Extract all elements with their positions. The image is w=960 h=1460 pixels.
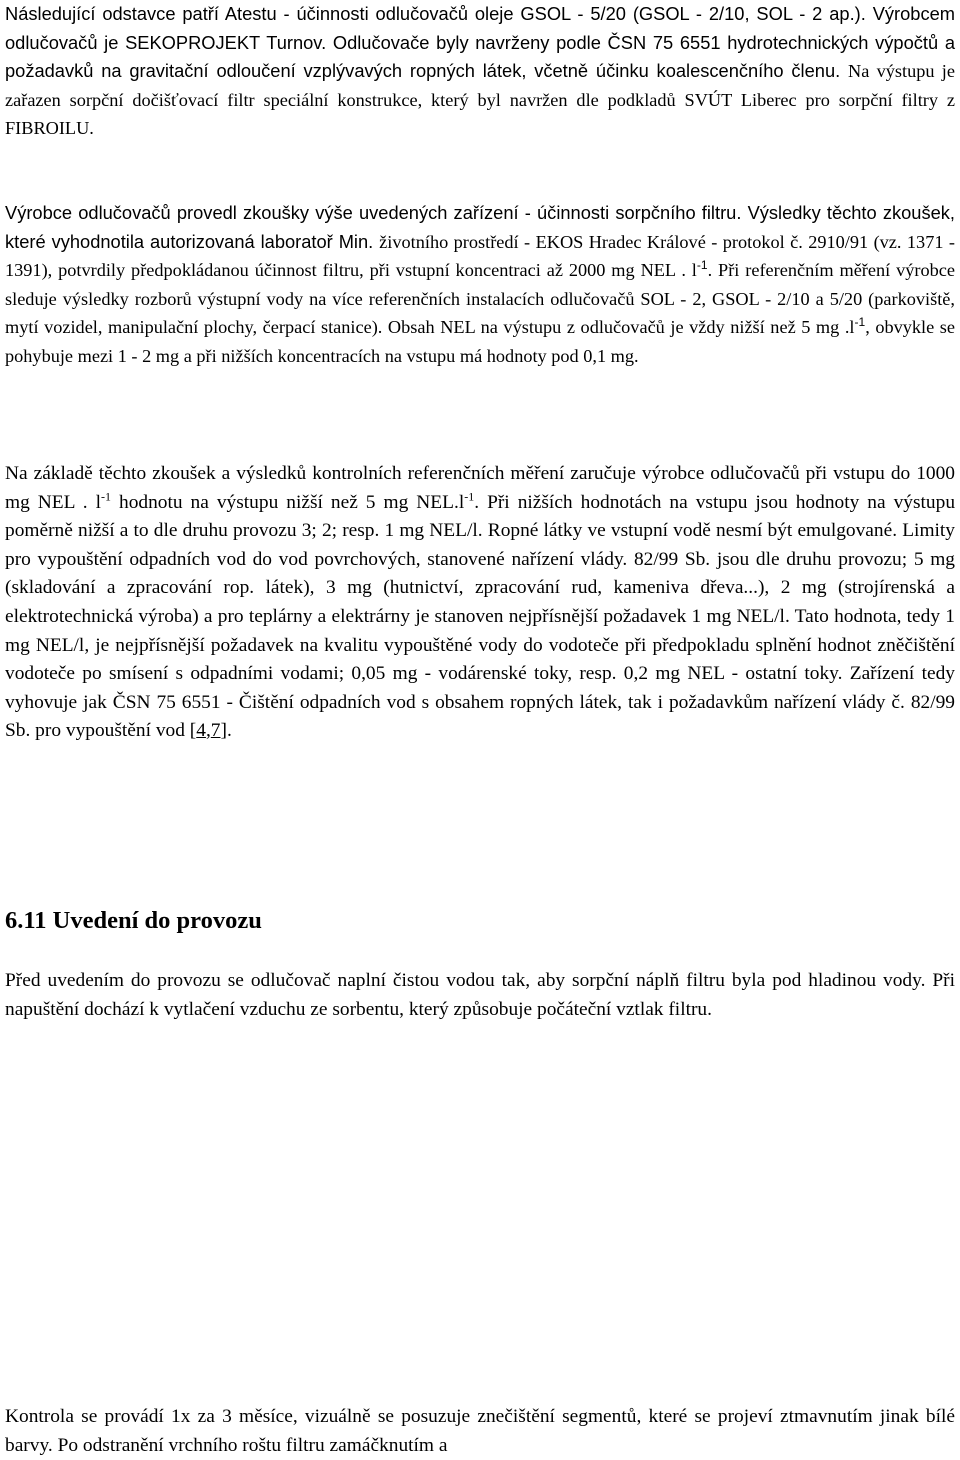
paragraph-text: Na výstupu je zařazen sorpční dočišťovací filtr speciální konstrukce, který byl navržen dle podkladů SVÚT Liberec pro sorpční filtry z FIBROILU. — [5, 61, 956, 139]
superscript: -1 — [854, 315, 866, 330]
paragraph-atest-intro — [5, 0, 955, 143]
reference-link-7[interactable]: 7 — [210, 720, 221, 742]
reference-separator: , — [205, 720, 211, 742]
paragraph-guarantee — [5, 460, 955, 746]
superscript: -1 — [101, 489, 111, 504]
paragraph-text: Následující odstavce patří Atestu - účinnosti odlučovačů oleje GSOL - 5/20 (GSOL - 2/10, SOL - 2 ap.). Výrobcem odlučovačů je SEKOPROJEKT Turnov. Odlučovače byly navrženy podle ČSN 75 6551 hydrotechnických výpočtů a požadavků na gravitační odloučení vzplývavých ropných látek, včetně účinku koalescenčního členu. — [5, 3, 955, 82]
paragraph-text: . Při referenčním měření výrobce sleduje výsledky rozborů výstupní vody na více referenčních instalacích odlučovačů SOL - 2, GSOL - 2/10 a 5/20 (parkoviště, mytí vozidel, manipulační plochy, čerpací stanice). Obsah NEL na výstupu z odlučovačů je vždy nižší než 5 mg .l — [5, 260, 956, 338]
paragraph-text: životního prostředí - EKOS Hradec Králové - protokol č. 2910/91 (vz. 1371 - 1391), potvrdily předpokládanou účinnost filtru, při vstupní koncentraci až 2000 mg NEL . l — [5, 231, 955, 281]
paragraph-text: Výrobce odlučovačů provedl zkoušky výše uvedených zařízení - účinnosti sorpčního filtru. Výsledky těchto zkoušek, které vyhodnotila autorizovaná laboratoř Min. — [5, 202, 955, 252]
paragraph-inspection: Kontrola se provádí 1x za 3 měsíce, vizuálně se posuzuje znečištění segmentů, které se projeví ztmavnutím jinak bílé barvy. Po odstranění vrchního roštu filtru zamáčknutím a — [5, 1406, 955, 1456]
paragraph-tests — [5, 199, 955, 371]
reference-bracket: [ — [189, 720, 197, 742]
superscript: -1 — [696, 258, 708, 273]
paragraph-text: , obvykle se pohybuje mezi 1 - 2 mg a při nižších koncentracích na vstupu má hodnoty pod 0,1 mg. — [5, 317, 955, 366]
reference-link-4[interactable]: 4 — [196, 720, 206, 742]
section-heading: 6.11 Uvedení do provozu — [5, 907, 262, 934]
superscript: -1 — [464, 489, 475, 504]
paragraph-commissioning: Před uvedením do provozu se odlučovač naplní čistou vodou tak, aby sorpční náplň filtru byla pod hladinou vody. Při napuštění dochází k vytlačení vzduchu ze sorbentu, který způsobuje počáteční vztlak filtru. — [5, 970, 955, 1020]
paragraph-text: Na základě těchto zkoušek a výsledků kontrolních referenčních měření zaručuje výrobce odlučovačů při vstupu do 1000 mg NEL . l — [5, 463, 955, 513]
paragraph-text: hodnotu na výstupu nižší než 5 mg NEL.l — [111, 491, 465, 513]
reference-bracket: ]. — [220, 720, 232, 742]
paragraph-text: . Při nižších hodnotách na vstupu jsou hodnoty na výstupu poměrně nižší a to dle druhu provozu 3; 2; resp. 1 mg NEL/l. Ropné látky ve vstupní vodě nesmí být emulgované. Limity pro vypouštění odpadních vod do vod povrchových, stanovené nařízení vlády. 82/99 Sb. jsou dle druhu provozu; 5 mg (skladování a zpracování rop. látek), 3 mg (hutnictví, zpracování rud, kameniva dřeva...), 2 mg (strojírenská a elektrotechnická výroba) a pro teplárny a elektrárny je stanoven nejpřísnější požadavek 1 mg NEL/l. Tato hodnota, tedy 1 mg NEL/l, je nejpřísnější požadavek na kvalitu vypouštěné vody do vodoteče při předpokladu splnění hodnot zněčištění vodoteče po smísení s odpadními vodami; 0,05 mg - vodárenské toky, resp. 0,2 mg NEL - ostatní toky. Zařízení tedy vyhovuje jak ČSN 75 6551 - Čištění odpadních vod s obsahem ropných látek, tak i požadavkům nařízení vlády č. 82/99 Sb. pro vypouštění vod — [5, 491, 956, 742]
